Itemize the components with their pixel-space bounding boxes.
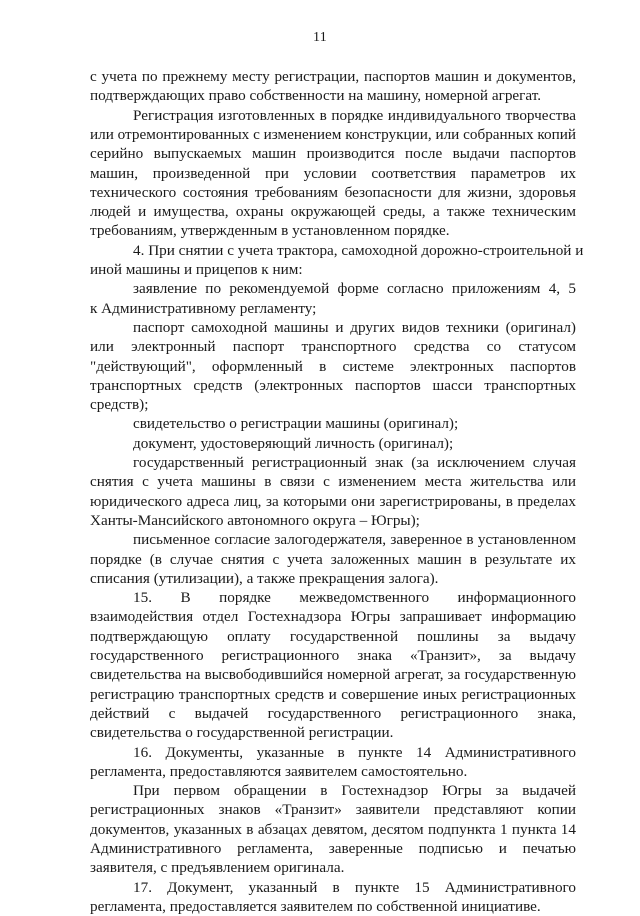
text-line: "действующий", оформленный в системе электронных паспортов <box>90 358 576 375</box>
text-line: иной машины и прицепов к ним: <box>90 261 303 278</box>
text-line: или электронный паспорт транспортного средства со статусом <box>90 338 576 355</box>
text-line: регламента, предоставляются заявителем самостоятельно. <box>90 763 468 780</box>
text-line: подтверждающую оплату государственной пошлины за выдачу <box>90 628 576 645</box>
text-line: средств); <box>90 396 149 413</box>
text-line: людей и имущества, охраны окружающей среды, а также техническим <box>90 203 576 220</box>
text-line: регистрационных знаков «Транзит» заявители представляют копии <box>90 801 576 818</box>
text-line: государственного регистрационного знака «Транзит», за выдачу <box>90 647 576 664</box>
text-line: заявление по рекомендуемой форме согласно приложениям 4, 5 <box>133 280 576 297</box>
text-line: Ханты-Мансийского автономного округа – Югры); <box>90 512 420 529</box>
text-line: к Административному регламенту; <box>90 300 317 317</box>
text-line: При первом обращении в Гостехнадзор Югры за выдачей <box>133 782 576 799</box>
text-line: действий с выдачей государственного регистрационного знака, <box>90 705 576 722</box>
text-line: машин, произведенной при условии соответствия параметров их <box>90 165 576 182</box>
text-line: письменное согласие залогодержателя, заверенное в установленном <box>133 531 576 548</box>
text-line: паспорт самоходной машины и других видов техники (оригинал) <box>133 319 576 336</box>
text-line: юридического адреса лиц, за которыми они зарегистрированы, в пределах <box>90 493 576 510</box>
text-line: регламента, предоставляется заявителем по собственной инициативе. <box>90 898 541 915</box>
text-line: списания (утилизации), а также прекращения залога). <box>90 570 439 587</box>
text-line: с учета по прежнему месту регистрации, паспортов машин и документов, <box>90 68 576 85</box>
text-line: или отремонтированных с изменением конструкции, или собранных копий <box>90 126 576 143</box>
text-line: Административного регламента, заверенные подписью и печатью <box>90 840 576 857</box>
text-line: 4. При снятии с учета трактора, самоходной дорожно-строительной и <box>133 242 584 259</box>
text-line: 15. В порядке межведомственного информационного <box>133 589 576 606</box>
text-line: снятия с учета машины в связи с изменением места жительства или <box>90 473 576 490</box>
text-line: документов, указанных в абзацах девятом, десятом подпункта 1 пункта 14 <box>90 821 576 838</box>
text-line: Регистрация изготовленных в порядке индивидуального творчества <box>133 107 576 124</box>
text-line: подтверждающих право собственности на машину, номерной агрегат. <box>90 87 542 104</box>
text-line: свидетельства на высвободившийся номерной агрегат, за государственную <box>90 666 576 683</box>
text-line: серийно выпускаемых машин производится после выдачи паспортов <box>90 145 576 162</box>
text-line: транспортных средств (электронных паспортов шасси транспортных <box>90 377 576 394</box>
text-line: заявителя, с предъявлением оригинала. <box>90 859 345 876</box>
text-line: 16. Документы, указанные в пункте 14 Административного <box>133 744 576 761</box>
text-line: документ, удостоверяющий личность (оригинал); <box>133 435 454 452</box>
page-number: 11 <box>312 30 328 45</box>
text-line: свидетельство о регистрации машины (оригинал); <box>133 415 459 432</box>
text-line: взаимодействия отдел Гостехнадзора Югры запрашивает информацию <box>90 608 576 625</box>
text-line: технического состояния требованиям безопасности для жизни, здоровья <box>90 184 576 201</box>
text-line: 17. Документ, указанный в пункте 15 Административного <box>133 879 576 896</box>
text-line: требованиям, утвержденным в установленном порядке. <box>90 222 450 239</box>
text-line: порядке (в случае снятия с учета заложенных машин в результате их <box>90 551 576 568</box>
text-line: государственный регистрационный знак (за исключением случая <box>133 454 576 471</box>
text-line: свидетельства о государственной регистрации. <box>90 724 394 741</box>
text-line: регистрацию транспортных средств и совершение иных регистрационных <box>90 686 576 703</box>
